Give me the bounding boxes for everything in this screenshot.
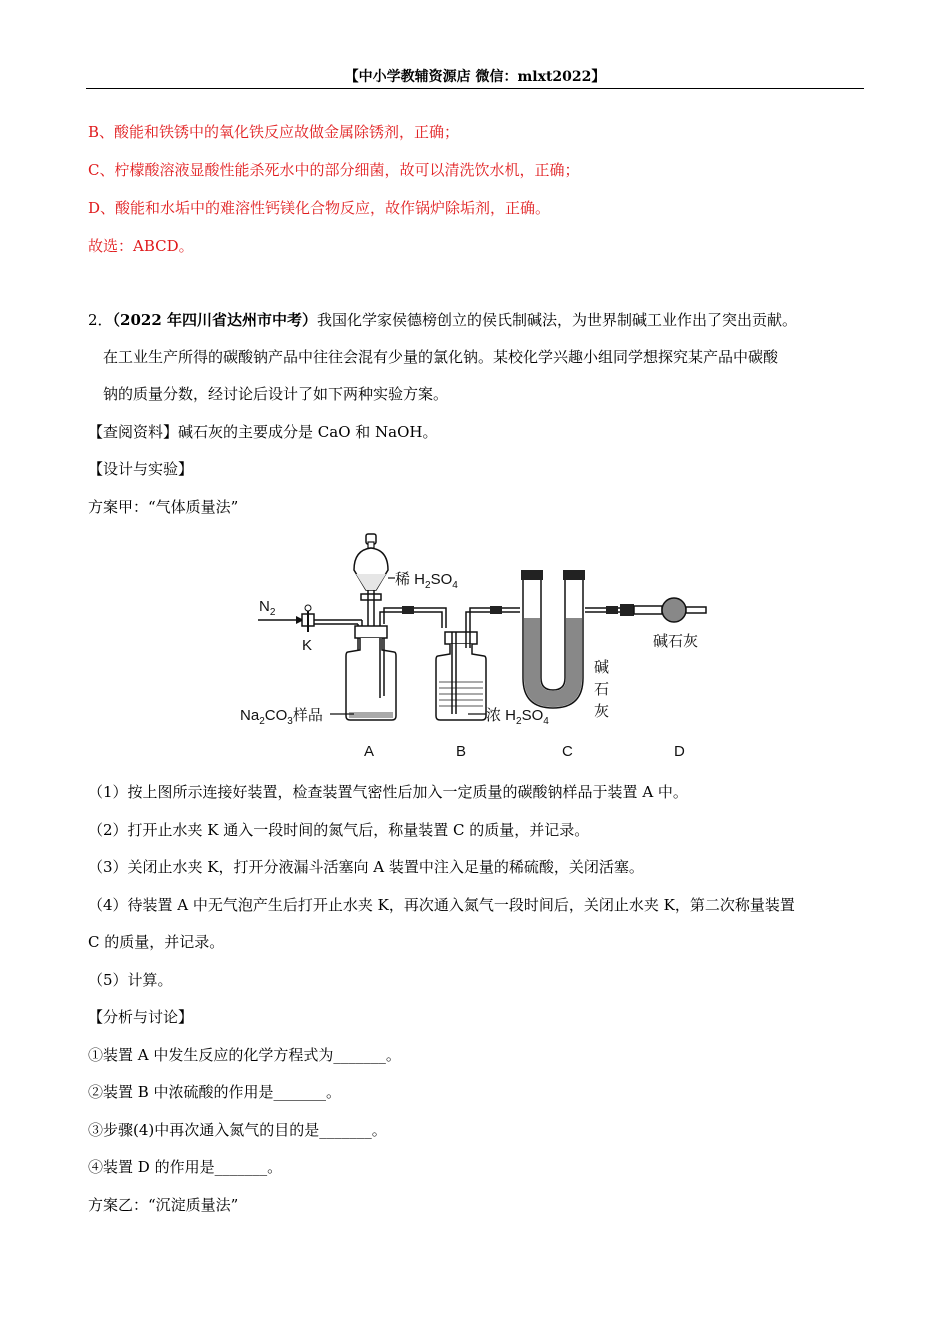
rubber-joint: [402, 606, 414, 614]
soda-lime-c-label-1: 碱: [594, 659, 610, 676]
dilute-acid-label: 稀 $H_2SO_4$: [395, 571, 458, 591]
apparatus-diagram: [240, 528, 720, 764]
answer-option-d: D、酸能和水垢中的难溶性钙镁化合物反应，故作锅炉除垢剂，正确。: [88, 199, 551, 217]
step-3: （3）关闭止水夹 K，打开分液漏斗活塞向 A 装置中注入足量的稀硫酸，关闭活塞。: [88, 858, 644, 876]
connector-tube: [380, 612, 442, 628]
soda-lime-c-label-3: 灰: [594, 703, 610, 720]
answer-option-b: B、酸能和铁锈中的氧化铁反应故做金属除锈剂，正确；: [88, 123, 460, 141]
connector-tube: [384, 608, 446, 628]
step-1: （1）按上图所示连接好装置，检查装置气密性后加入一定质量的碳酸钠样品于装置 A 中。: [88, 783, 688, 801]
reference-info: 【查阅资料】碱石灰的主要成分是 CaO 和 NaOH。: [88, 423, 438, 441]
header-rule: [86, 88, 864, 89]
rubber-joint: [490, 606, 502, 614]
drying-tube-d: [620, 598, 706, 622]
question-2: ②装置 B 中浓硫酸的作用是_______。: [88, 1083, 342, 1101]
bottle-a: [346, 626, 396, 720]
n2-label: $N_2$: [259, 598, 276, 618]
label-c: C: [562, 743, 573, 760]
question-1: ①装置 A 中发生反应的化学方程式为_______。: [88, 1046, 401, 1064]
stopcock-k: [302, 605, 314, 632]
u-tube-c: [521, 570, 585, 708]
bottle-b: [436, 632, 486, 720]
step-4-continued: C 的质量，并记录。: [88, 933, 225, 951]
question-2-intro-line2: 在工业生产所得的碳酸钠产品中往往会混有少量的氯化钠。某校化学兴趣小组同学想探究某产品中碳酸: [103, 348, 779, 366]
sample-label: $Na_2CO_3$样品: [240, 707, 323, 727]
step-4: （4）待装置 A 中无气泡产生后打开止水夹 K，再次通入氮气一段时间后，关闭止水夹 K，第二次称量装置: [88, 896, 795, 914]
plan-b-title: 方案乙：“沉淀质量法”: [88, 1196, 239, 1214]
question-2-intro-line3: 钠的质量分数，经讨论后设计了如下两种实验方案。: [103, 385, 449, 403]
step-5: （5）计算。: [88, 971, 173, 989]
analysis-heading: 【分析与讨论】: [88, 1008, 194, 1026]
question-intro: 我国化学家侯德榜创立的侯氏制碱法，为世界制碱工业作出了突出贡献。: [317, 311, 798, 329]
question-3: ③步骤(4)中再次通入氮气的目的是_______。: [88, 1121, 387, 1139]
label-d: D: [674, 743, 685, 760]
question-source: （2022 年四川省达州市中考）: [112, 311, 318, 329]
question-number: 2．: [88, 311, 113, 329]
answer-option-c: C、柠檬酸溶液显酸性能杀死水中的部分细菌，故可以清洗饮水机，正确；: [88, 161, 580, 179]
label-a: A: [364, 743, 375, 760]
conc-acid-label: 浓 $H_2SO_4$: [486, 707, 549, 727]
question-2-intro-line1: [88, 310, 797, 330]
question-4: ④装置 D 的作用是_______。: [88, 1158, 283, 1176]
answer-choice: 故选：ABCD。: [88, 237, 194, 255]
rubber-joint: [606, 606, 618, 614]
k-label: K: [302, 637, 313, 654]
soda-lime-c-label-2: 石: [594, 681, 610, 698]
page-header: 【中小学教辅资源店 微信：mlxt2022】: [344, 69, 606, 85]
plan-a-title: 方案甲：“气体质量法”: [88, 498, 239, 516]
connector-tube: [466, 612, 520, 632]
design-heading: 【设计与实验】: [88, 460, 194, 478]
label-b: B: [456, 743, 467, 760]
step-2: （2）打开止水夹 K 通入一段时间的氮气后，称量装置 C 的质量，并记录。: [88, 821, 590, 839]
soda-lime-d-label: 碱石灰: [653, 633, 699, 650]
